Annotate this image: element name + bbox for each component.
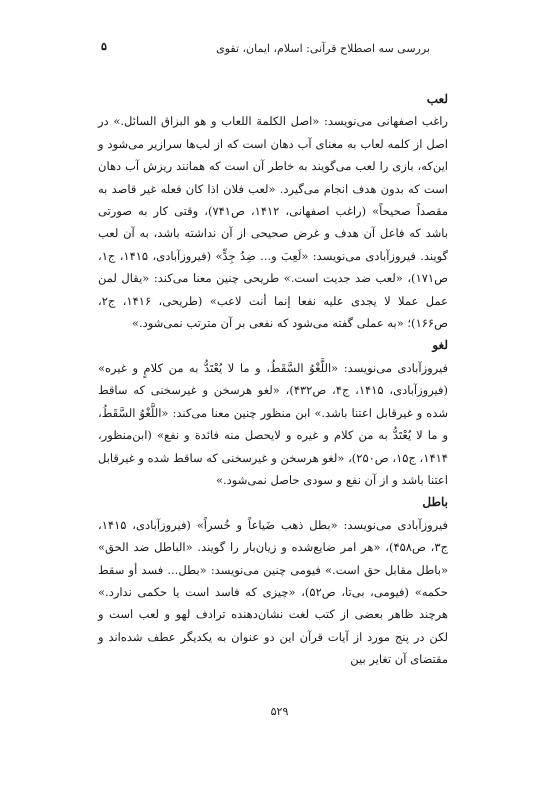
body-text [98, 88, 448, 671]
section-heading-laghv: لغو [432, 338, 448, 353]
running-header: بررسی سه اصطلاح قرآنی: اسلام، ایمان، تقوی [216, 42, 430, 55]
section-paragraph-laab: راغب اصفهانی می‌نویسد: «اصل الکلمة اللعاب و هو البزاق السائل.» در اصل از کلمه لعاب به معنای آب دهان است که از لب‌ها سرازیر می‌شود و این‌که، بازی را لعب می‌گویند به خاطر آن است که همانند ریزش آب دهان است که بدون هدف انجام می‌گیرد. «لعب فلان اذا کان فعله غیر قاصد به مقصداً صحیحاً» (راغب اصفهانی، ۱۴۱۲، ص۷۴۱)، وقتی کار به صورتی باشد که فاعل آن هدف و غرض صحیحی از آن نداشته باشد، به آن لعب گویند. فیروزآبادی می‌نویسد: «لَعِبَ و... ضِدُ جِدٍّ» (فیروزآبادی، ۱۴۱۵، ج۱، ص۱۷۱)، «لعب ضد جدیت است.» طریحی چنین معنا می‌کند: «یقال لمن عمل عملا لا یجدی علیه نفعا إنما أنت لاعب» (طریحی، ۱۴۱۶، ج۲، ص۱۶۶)؛ «به عملی گفته می‌شود که نفعی بر آن مترتب نمی‌شود.» [98, 114, 448, 331]
section-heading-laab: لعب [426, 92, 448, 106]
page-number: ۵۲۹ [270, 705, 289, 718]
section-mark: ۵ [101, 40, 107, 53]
section-heading-batel: باطل [422, 495, 448, 510]
section-paragraph-laghv: فیروزآبادی می‌نویسد: «اللَّغْوُ السَّقَطُ، و ما لا یُعْتَدُّ به من کلامٍ و غیره» (فیروزآبادی، ۱۴۱۵، ج۴، ص۴۳۲)، «لغو هرسخن و غیرسخنی که ساقط شده و غیرقابل اعتنا باشد.» ابن منظور چنین معنا می‌کند: «اللَّغْوُ السَّقَطُ، و ما لا یُعْتَدُّ به من کلام و غیره و لایحصل منه فائدة و نفع» (ابن‌منظور، ۱۴۱۴، ج۱۵، ص۲۵۰)، «لغو هرسخن و غیرسخنی که ساقط شده و غیرقابل اعتنا باشد و از آن نفع و سودی حاصل نمی‌شود.» [98, 360, 449, 487]
section-paragraph-batel: فیروزآبادی می‌نویسد: «بطل ذهب ضَیاعاً و خُسراً» (فیروزآبادی، ۱۴۱۵، ج۳، ص۴۵۸)، «هر امر ضایع‌شده و زیان‌بار را گویند. «الباطل ضد الحق» «باطل مقابل حق است.» فیومی چنین می‌نویسد: «بطل... فسد أو سقط حکمه» (فیومی، بی‌تا، ص۵۲)، «چیزی که فاسد است یا حکمی ندارد.» هرچند ظاهر بعضی از کتب لغت نشان‌دهنده ترادف لهو و لعب است و لکن در پنج مورد از آیات قرآن این دو عنوان به یکدیگر عطف شده‌اند و مقتضای آن تغایر بین [98, 517, 449, 667]
